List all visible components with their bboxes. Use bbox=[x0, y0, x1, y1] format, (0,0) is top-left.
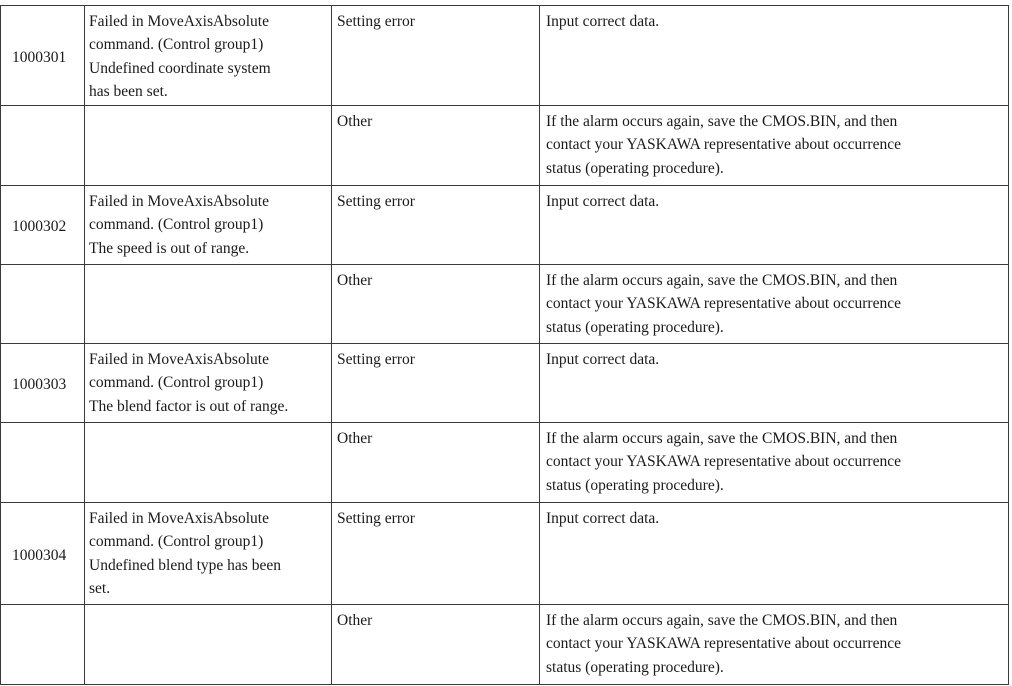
alarm-cause: Setting error bbox=[332, 6, 540, 106]
alarm-cause: Setting error bbox=[332, 186, 540, 265]
alarm-cause: Other bbox=[332, 265, 540, 344]
alarm-remedy: If the alarm occurs again, save the CMOS.BIN, and then contact your YASKAWA representative about occurrence status (operating procedure). bbox=[540, 265, 1009, 344]
table-row bbox=[1, 186, 1009, 265]
alarm-cause: Setting error bbox=[332, 503, 540, 605]
alarm-code: 1000303 bbox=[1, 344, 85, 423]
alarm-description: Failed in MoveAxisAbsolute command. (Control group1) Undefined coordinate system has been set. bbox=[85, 6, 332, 106]
alarm-code: 1000301 bbox=[1, 6, 85, 106]
table-row bbox=[1, 344, 1009, 423]
alarm-remedy: Input correct data. bbox=[540, 503, 1009, 605]
alarm-table bbox=[0, 5, 1009, 685]
alarm-description: Failed in MoveAxisAbsolute command. (Control group1) Undefined blend type has been set. bbox=[85, 503, 332, 605]
table-row bbox=[1, 605, 1009, 685]
table-row bbox=[1, 423, 1009, 503]
alarm-description-empty bbox=[85, 605, 332, 685]
alarm-remedy: Input correct data. bbox=[540, 6, 1009, 106]
alarm-code-empty bbox=[1, 605, 85, 685]
alarm-remedy: If the alarm occurs again, save the CMOS.BIN, and then contact your YASKAWA representative about occurrence status (operating procedure). bbox=[540, 423, 1009, 503]
alarm-remedy: If the alarm occurs again, save the CMOS.BIN, and then contact your YASKAWA representative about occurrence status (operating procedure). bbox=[540, 106, 1009, 186]
alarm-code-empty bbox=[1, 265, 85, 344]
table-row bbox=[1, 503, 1009, 605]
alarm-description: Failed in MoveAxisAbsolute command. (Control group1) The blend factor is out of range. bbox=[85, 344, 332, 423]
alarm-cause: Setting error bbox=[332, 344, 540, 423]
alarm-remedy: Input correct data. bbox=[540, 344, 1009, 423]
table-row bbox=[1, 6, 1009, 106]
alarm-remedy: Input correct data. bbox=[540, 186, 1009, 265]
alarm-description: Failed in MoveAxisAbsolute command. (Control group1) The speed is out of range. bbox=[85, 186, 332, 265]
alarm-code: 1000302 bbox=[1, 186, 85, 265]
alarm-code-empty bbox=[1, 106, 85, 186]
alarm-code: 1000304 bbox=[1, 503, 85, 605]
table-row bbox=[1, 106, 1009, 186]
alarm-cause: Other bbox=[332, 605, 540, 685]
alarm-remedy: If the alarm occurs again, save the CMOS.BIN, and then contact your YASKAWA representative about occurrence status (operating procedure). bbox=[540, 605, 1009, 685]
alarm-code-empty bbox=[1, 423, 85, 503]
table-row bbox=[1, 265, 1009, 344]
alarm-description-empty bbox=[85, 106, 332, 186]
alarm-cause: Other bbox=[332, 106, 540, 186]
alarm-description-empty bbox=[85, 423, 332, 503]
alarm-cause: Other bbox=[332, 423, 540, 503]
alarm-description-empty bbox=[85, 265, 332, 344]
